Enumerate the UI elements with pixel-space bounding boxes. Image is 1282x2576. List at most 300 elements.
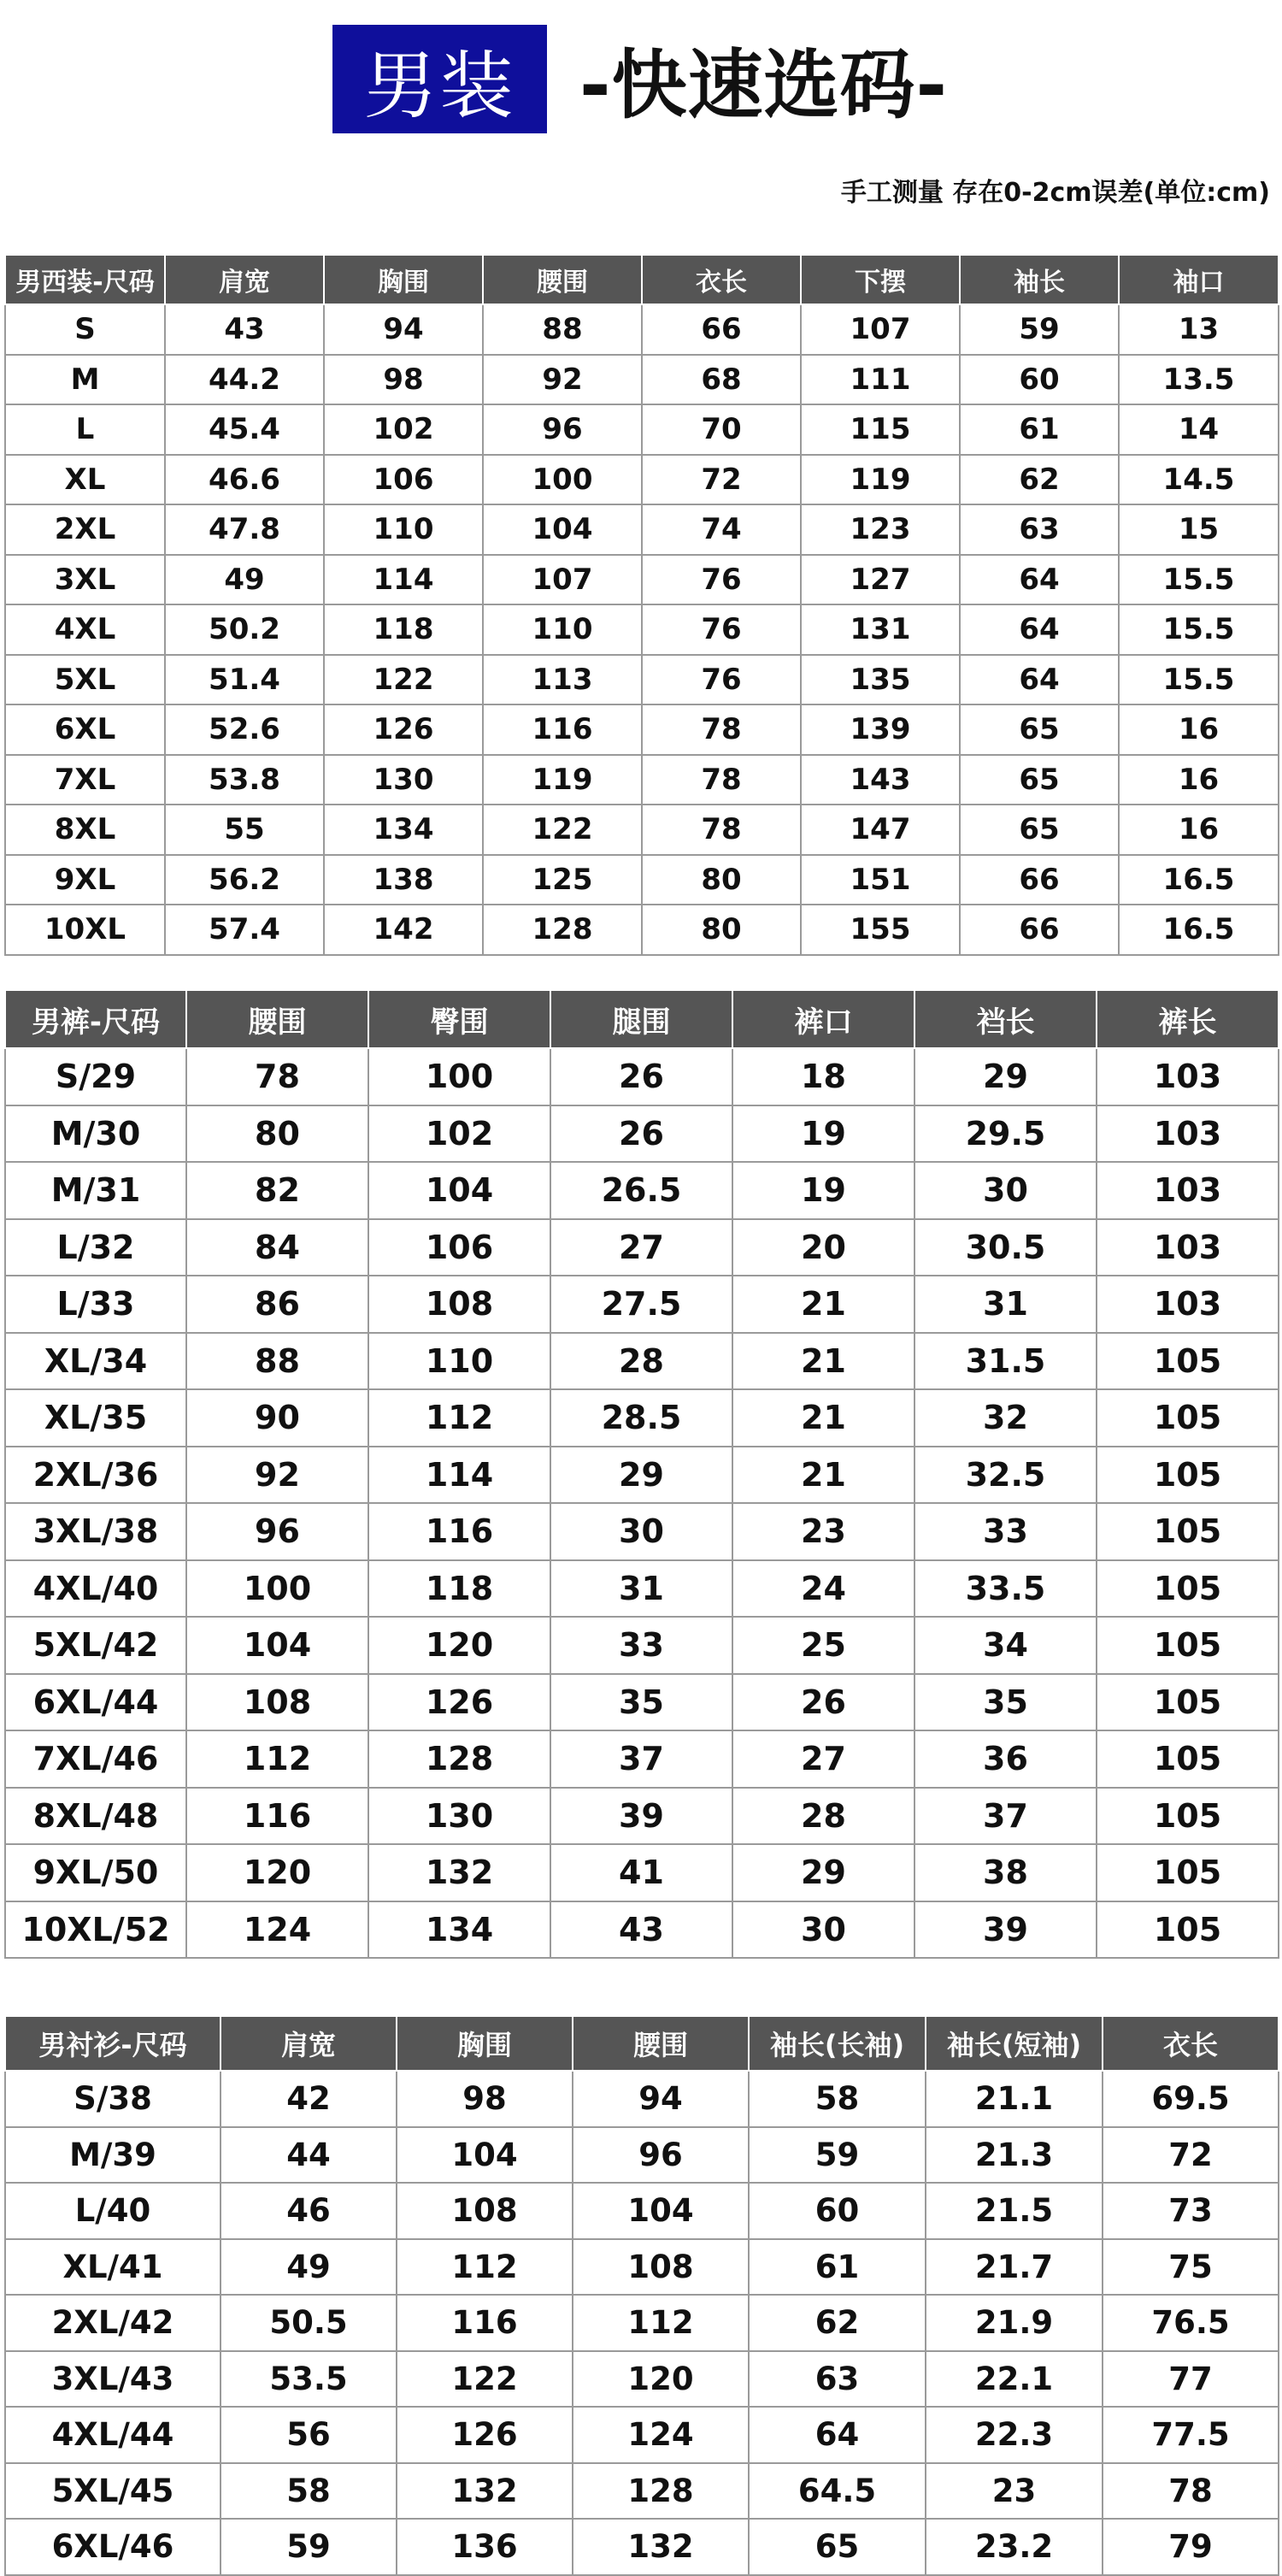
measurement-cell: 98 bbox=[324, 355, 483, 405]
measurement-cell: 126 bbox=[324, 704, 483, 755]
measurement-cell: 59 bbox=[749, 2127, 926, 2184]
measurement-cell: 107 bbox=[801, 304, 960, 355]
table-row bbox=[5, 755, 1279, 805]
measurement-cell: 33 bbox=[914, 1503, 1097, 1560]
measurement-cell: 65 bbox=[960, 755, 1119, 805]
measurement-cell: 15.5 bbox=[1119, 555, 1279, 605]
table-row bbox=[5, 604, 1279, 655]
measurement-cell: 55 bbox=[165, 805, 324, 855]
measurement-cell: 32 bbox=[914, 1389, 1097, 1447]
measurement-cell: 105 bbox=[1097, 1844, 1279, 1901]
table-row bbox=[5, 2127, 1279, 2184]
measurement-cell: 116 bbox=[186, 1788, 368, 1845]
column-header: 腿围 bbox=[550, 990, 732, 1048]
measurement-cell: 92 bbox=[483, 355, 642, 405]
size-cell: L/32 bbox=[5, 1219, 186, 1276]
measurement-cell: 16 bbox=[1119, 755, 1279, 805]
measurement-cell: 37 bbox=[550, 1730, 732, 1788]
measurement-cell: 100 bbox=[186, 1560, 368, 1618]
measurement-cell: 127 bbox=[801, 555, 960, 605]
table-row bbox=[5, 905, 1279, 955]
size-cell: 3XL/38 bbox=[5, 1503, 186, 1560]
measurement-cell: 116 bbox=[397, 2295, 573, 2351]
measurement-cell: 77.5 bbox=[1103, 2407, 1279, 2463]
measurement-cell: 23 bbox=[732, 1503, 914, 1560]
column-header: 衣长 bbox=[1103, 2016, 1279, 2071]
measurement-cell: 106 bbox=[368, 1219, 550, 1276]
measurement-cell: 60 bbox=[749, 2183, 926, 2239]
size-cell: M/31 bbox=[5, 1162, 186, 1219]
measurement-cell: 30 bbox=[550, 1503, 732, 1560]
size-cell: XL/34 bbox=[5, 1333, 186, 1390]
measurement-cell: 103 bbox=[1097, 1219, 1279, 1276]
table-row bbox=[5, 655, 1279, 705]
table-row bbox=[5, 1162, 1279, 1219]
measurement-cell: 66 bbox=[642, 304, 801, 355]
column-header: 裤长 bbox=[1097, 990, 1279, 1048]
measurement-cell: 60 bbox=[960, 355, 1119, 405]
table-row bbox=[5, 2407, 1279, 2463]
page-header bbox=[0, 25, 1282, 133]
measurement-cell: 80 bbox=[642, 905, 801, 955]
table-row bbox=[5, 404, 1279, 455]
table-row bbox=[5, 355, 1279, 405]
size-cell: 3XL/43 bbox=[5, 2351, 221, 2408]
measurement-cell: 15.5 bbox=[1119, 655, 1279, 705]
size-cell: 9XL bbox=[5, 855, 165, 905]
measurement-cell: 24 bbox=[732, 1560, 914, 1618]
measurement-cell: 44.2 bbox=[165, 355, 324, 405]
measurement-cell: 122 bbox=[397, 2351, 573, 2408]
measurement-cell: 116 bbox=[368, 1503, 550, 1560]
measurement-cell: 56.2 bbox=[165, 855, 324, 905]
measurement-cell: 46.6 bbox=[165, 455, 324, 505]
measurement-cell: 15 bbox=[1119, 504, 1279, 555]
measurement-cell: 108 bbox=[397, 2183, 573, 2239]
measurement-cell: 14.5 bbox=[1119, 455, 1279, 505]
measurement-cell: 134 bbox=[368, 1901, 550, 1959]
measurement-cell: 131 bbox=[801, 604, 960, 655]
measurement-cell: 130 bbox=[368, 1788, 550, 1845]
measurement-cell: 53.5 bbox=[221, 2351, 397, 2408]
measurement-cell: 63 bbox=[960, 504, 1119, 555]
measurement-cell: 110 bbox=[483, 604, 642, 655]
measurement-cell: 14 bbox=[1119, 404, 1279, 455]
shirt-size-table bbox=[4, 2015, 1279, 2576]
size-cell: 6XL bbox=[5, 704, 165, 755]
measurement-cell: 128 bbox=[573, 2463, 749, 2520]
size-cell: 6XL/44 bbox=[5, 1674, 186, 1731]
measurement-cell: 31.5 bbox=[914, 1333, 1097, 1390]
measurement-cell: 59 bbox=[221, 2519, 397, 2575]
column-header: 裆长 bbox=[914, 990, 1097, 1048]
size-cell: M/39 bbox=[5, 2127, 221, 2184]
column-header: 腰围 bbox=[483, 255, 642, 304]
measurement-cell: 100 bbox=[368, 1048, 550, 1105]
measurement-cell: 50.2 bbox=[165, 604, 324, 655]
measurement-cell: 26 bbox=[550, 1048, 732, 1105]
measurement-cell: 80 bbox=[186, 1105, 368, 1163]
measurement-cell: 26.5 bbox=[550, 1162, 732, 1219]
measurement-cell: 124 bbox=[186, 1901, 368, 1959]
measurement-cell: 112 bbox=[573, 2295, 749, 2351]
table-row bbox=[5, 1674, 1279, 1731]
table-row bbox=[5, 1048, 1279, 1105]
measurement-cell: 15.5 bbox=[1119, 604, 1279, 655]
measurement-cell: 25 bbox=[732, 1617, 914, 1674]
column-header: 肩宽 bbox=[165, 255, 324, 304]
measurement-cell: 13.5 bbox=[1119, 355, 1279, 405]
measurement-cell: 103 bbox=[1097, 1162, 1279, 1219]
measurement-note: 手工测量 存在0-2cm误差(单位:cm) bbox=[840, 178, 1270, 208]
column-header: 裤口 bbox=[732, 990, 914, 1048]
measurement-cell: 62 bbox=[960, 455, 1119, 505]
column-header: 臀围 bbox=[368, 990, 550, 1048]
size-cell: 4XL bbox=[5, 604, 165, 655]
measurement-cell: 64 bbox=[960, 604, 1119, 655]
measurement-cell: 102 bbox=[368, 1105, 550, 1163]
column-header: 袖口 bbox=[1119, 255, 1279, 304]
measurement-cell: 118 bbox=[368, 1560, 550, 1618]
suit-size-table bbox=[4, 254, 1279, 956]
measurement-cell: 46 bbox=[221, 2183, 397, 2239]
measurement-cell: 28 bbox=[550, 1333, 732, 1390]
measurement-cell: 82 bbox=[186, 1162, 368, 1219]
measurement-cell: 72 bbox=[1103, 2127, 1279, 2184]
measurement-cell: 28.5 bbox=[550, 1389, 732, 1447]
measurement-cell: 125 bbox=[483, 855, 642, 905]
measurement-cell: 116 bbox=[483, 704, 642, 755]
measurement-cell: 64.5 bbox=[749, 2463, 926, 2520]
measurement-cell: 65 bbox=[960, 704, 1119, 755]
table-row bbox=[5, 1219, 1279, 1276]
size-cell: 10XL/52 bbox=[5, 1901, 186, 1959]
measurement-cell: 51.4 bbox=[165, 655, 324, 705]
table-row bbox=[5, 2519, 1279, 2575]
measurement-cell: 105 bbox=[1097, 1730, 1279, 1788]
measurement-cell: 75 bbox=[1103, 2239, 1279, 2296]
size-cell: S/38 bbox=[5, 2071, 221, 2127]
measurement-cell: 94 bbox=[573, 2071, 749, 2127]
measurement-cell: 69.5 bbox=[1103, 2071, 1279, 2127]
size-cell: 4XL/44 bbox=[5, 2407, 221, 2463]
measurement-cell: 68 bbox=[642, 355, 801, 405]
measurement-cell: 13 bbox=[1119, 304, 1279, 355]
table-row bbox=[5, 1105, 1279, 1163]
measurement-cell: 119 bbox=[483, 755, 642, 805]
measurement-cell: 98 bbox=[397, 2071, 573, 2127]
measurement-cell: 43 bbox=[165, 304, 324, 355]
measurement-cell: 134 bbox=[324, 805, 483, 855]
measurement-cell: 31 bbox=[550, 1560, 732, 1618]
size-cell: 2XL/36 bbox=[5, 1447, 186, 1504]
measurement-cell: 128 bbox=[368, 1730, 550, 1788]
measurement-cell: 120 bbox=[573, 2351, 749, 2408]
measurement-cell: 34 bbox=[914, 1617, 1097, 1674]
measurement-cell: 42 bbox=[221, 2071, 397, 2127]
measurement-cell: 136 bbox=[397, 2519, 573, 2575]
measurement-cell: 26 bbox=[732, 1674, 914, 1731]
measurement-cell: 84 bbox=[186, 1219, 368, 1276]
measurement-cell: 108 bbox=[186, 1674, 368, 1731]
measurement-cell: 103 bbox=[1097, 1105, 1279, 1163]
size-cell: 5XL/45 bbox=[5, 2463, 221, 2520]
measurement-cell: 88 bbox=[483, 304, 642, 355]
measurement-cell: 73 bbox=[1103, 2183, 1279, 2239]
table-row bbox=[5, 855, 1279, 905]
measurement-cell: 32.5 bbox=[914, 1447, 1097, 1504]
column-header: 男裤-尺码 bbox=[5, 990, 186, 1048]
measurement-cell: 105 bbox=[1097, 1788, 1279, 1845]
measurement-cell: 19 bbox=[732, 1105, 914, 1163]
table-row bbox=[5, 1730, 1279, 1788]
table-row bbox=[5, 2239, 1279, 2296]
measurement-cell: 21.9 bbox=[926, 2295, 1103, 2351]
measurement-cell: 30 bbox=[914, 1162, 1097, 1219]
measurement-cell: 64 bbox=[960, 655, 1119, 705]
table-row bbox=[5, 1788, 1279, 1845]
measurement-cell: 124 bbox=[573, 2407, 749, 2463]
measurement-cell: 66 bbox=[960, 905, 1119, 955]
column-header: 袖长(长袖) bbox=[749, 2016, 926, 2071]
measurement-cell: 76 bbox=[642, 655, 801, 705]
measurement-cell: 78 bbox=[642, 805, 801, 855]
measurement-cell: 108 bbox=[573, 2239, 749, 2296]
measurement-cell: 70 bbox=[642, 404, 801, 455]
measurement-cell: 19 bbox=[732, 1162, 914, 1219]
measurement-cell: 112 bbox=[368, 1389, 550, 1447]
measurement-cell: 61 bbox=[749, 2239, 926, 2296]
measurement-cell: 21 bbox=[732, 1276, 914, 1333]
size-cell: 3XL bbox=[5, 555, 165, 605]
measurement-cell: 110 bbox=[324, 504, 483, 555]
measurement-cell: 21 bbox=[732, 1447, 914, 1504]
measurement-cell: 112 bbox=[186, 1730, 368, 1788]
measurement-cell: 119 bbox=[801, 455, 960, 505]
measurement-cell: 66 bbox=[960, 855, 1119, 905]
measurement-cell: 135 bbox=[801, 655, 960, 705]
table-row bbox=[5, 2071, 1279, 2127]
measurement-cell: 78 bbox=[642, 704, 801, 755]
measurement-cell: 100 bbox=[483, 455, 642, 505]
measurement-cell: 105 bbox=[1097, 1389, 1279, 1447]
measurement-cell: 76 bbox=[642, 555, 801, 605]
measurement-cell: 21.7 bbox=[926, 2239, 1103, 2296]
measurement-cell: 22.1 bbox=[926, 2351, 1103, 2408]
measurement-cell: 49 bbox=[221, 2239, 397, 2296]
measurement-cell: 61 bbox=[960, 404, 1119, 455]
measurement-cell: 35 bbox=[914, 1674, 1097, 1731]
measurement-cell: 35 bbox=[550, 1674, 732, 1731]
measurement-cell: 33.5 bbox=[914, 1560, 1097, 1618]
measurement-cell: 22.3 bbox=[926, 2407, 1103, 2463]
measurement-cell: 16.5 bbox=[1119, 905, 1279, 955]
measurement-cell: 18 bbox=[732, 1048, 914, 1105]
measurement-cell: 118 bbox=[324, 604, 483, 655]
measurement-cell: 21.5 bbox=[926, 2183, 1103, 2239]
column-header: 腰围 bbox=[573, 2016, 749, 2071]
size-cell: 7XL bbox=[5, 755, 165, 805]
measurement-cell: 39 bbox=[914, 1901, 1097, 1959]
size-cell: 4XL/40 bbox=[5, 1560, 186, 1618]
size-cell: 9XL/50 bbox=[5, 1844, 186, 1901]
table-row bbox=[5, 555, 1279, 605]
measurement-cell: 126 bbox=[368, 1674, 550, 1731]
measurement-cell: 90 bbox=[186, 1389, 368, 1447]
table-row bbox=[5, 1503, 1279, 1560]
measurement-cell: 31 bbox=[914, 1276, 1097, 1333]
page-title: -快速选码- bbox=[579, 40, 949, 129]
measurement-cell: 114 bbox=[368, 1447, 550, 1504]
measurement-cell: 62 bbox=[749, 2295, 926, 2351]
measurement-cell: 155 bbox=[801, 905, 960, 955]
measurement-cell: 23.2 bbox=[926, 2519, 1103, 2575]
measurement-cell: 16 bbox=[1119, 805, 1279, 855]
measurement-cell: 33 bbox=[550, 1617, 732, 1674]
measurement-cell: 78 bbox=[186, 1048, 368, 1105]
size-cell: 5XL/42 bbox=[5, 1617, 186, 1674]
measurement-cell: 120 bbox=[368, 1617, 550, 1674]
measurement-cell: 77 bbox=[1103, 2351, 1279, 2408]
size-cell: 6XL/46 bbox=[5, 2519, 221, 2575]
measurement-cell: 50.5 bbox=[221, 2295, 397, 2351]
column-header: 男西装-尺码 bbox=[5, 255, 165, 304]
measurement-cell: 105 bbox=[1097, 1333, 1279, 1390]
measurement-cell: 128 bbox=[483, 905, 642, 955]
measurement-cell: 38 bbox=[914, 1844, 1097, 1901]
column-header: 衣长 bbox=[642, 255, 801, 304]
table-row bbox=[5, 2295, 1279, 2351]
table-row bbox=[5, 1276, 1279, 1333]
measurement-cell: 147 bbox=[801, 805, 960, 855]
column-header: 男衬衫-尺码 bbox=[5, 2016, 221, 2071]
measurement-cell: 108 bbox=[368, 1276, 550, 1333]
measurement-cell: 56 bbox=[221, 2407, 397, 2463]
column-header: 腰围 bbox=[186, 990, 368, 1048]
measurement-cell: 49 bbox=[165, 555, 324, 605]
size-cell: 10XL bbox=[5, 905, 165, 955]
measurement-cell: 96 bbox=[186, 1503, 368, 1560]
measurement-cell: 16.5 bbox=[1119, 855, 1279, 905]
pants-size-table bbox=[4, 989, 1279, 1959]
measurement-cell: 44 bbox=[221, 2127, 397, 2184]
measurement-cell: 105 bbox=[1097, 1617, 1279, 1674]
measurement-cell: 105 bbox=[1097, 1674, 1279, 1731]
measurement-cell: 106 bbox=[324, 455, 483, 505]
size-cell: 7XL/46 bbox=[5, 1730, 186, 1788]
measurement-cell: 57.4 bbox=[165, 905, 324, 955]
measurement-cell: 96 bbox=[483, 404, 642, 455]
measurement-cell: 104 bbox=[186, 1617, 368, 1674]
measurement-cell: 64 bbox=[749, 2407, 926, 2463]
measurement-cell: 63 bbox=[749, 2351, 926, 2408]
measurement-cell: 43 bbox=[550, 1901, 732, 1959]
measurement-cell: 104 bbox=[573, 2183, 749, 2239]
measurement-cell: 105 bbox=[1097, 1503, 1279, 1560]
measurement-cell: 16 bbox=[1119, 704, 1279, 755]
size-cell: M/30 bbox=[5, 1105, 186, 1163]
measurement-cell: 23 bbox=[926, 2463, 1103, 2520]
size-cell: XL bbox=[5, 455, 165, 505]
size-cell: 2XL bbox=[5, 504, 165, 555]
measurement-cell: 103 bbox=[1097, 1048, 1279, 1105]
measurement-cell: 130 bbox=[324, 755, 483, 805]
measurement-cell: 104 bbox=[397, 2127, 573, 2184]
measurement-cell: 94 bbox=[324, 304, 483, 355]
measurement-cell: 65 bbox=[960, 805, 1119, 855]
measurement-cell: 29 bbox=[550, 1447, 732, 1504]
measurement-cell: 76.5 bbox=[1103, 2295, 1279, 2351]
table-row bbox=[5, 2183, 1279, 2239]
measurement-cell: 58 bbox=[221, 2463, 397, 2520]
measurement-cell: 58 bbox=[749, 2071, 926, 2127]
table-row bbox=[5, 2351, 1279, 2408]
measurement-cell: 80 bbox=[642, 855, 801, 905]
size-cell: XL/41 bbox=[5, 2239, 221, 2296]
measurement-cell: 78 bbox=[642, 755, 801, 805]
measurement-cell: 39 bbox=[550, 1788, 732, 1845]
measurement-cell: 103 bbox=[1097, 1276, 1279, 1333]
measurement-cell: 30 bbox=[732, 1901, 914, 1959]
measurement-cell: 27.5 bbox=[550, 1276, 732, 1333]
measurement-cell: 132 bbox=[397, 2463, 573, 2520]
measurement-cell: 21 bbox=[732, 1333, 914, 1390]
size-cell: L bbox=[5, 404, 165, 455]
measurement-cell: 64 bbox=[960, 555, 1119, 605]
measurement-cell: 107 bbox=[483, 555, 642, 605]
table-row bbox=[5, 304, 1279, 355]
measurement-cell: 132 bbox=[573, 2519, 749, 2575]
measurement-cell: 21.1 bbox=[926, 2071, 1103, 2127]
measurement-cell: 47.8 bbox=[165, 504, 324, 555]
measurement-cell: 122 bbox=[324, 655, 483, 705]
measurement-cell: 41 bbox=[550, 1844, 732, 1901]
measurement-cell: 26 bbox=[550, 1105, 732, 1163]
measurement-cell: 113 bbox=[483, 655, 642, 705]
measurement-cell: 104 bbox=[368, 1162, 550, 1219]
measurement-cell: 72 bbox=[642, 455, 801, 505]
measurement-cell: 123 bbox=[801, 504, 960, 555]
column-header: 袖长 bbox=[960, 255, 1119, 304]
size-cell: XL/35 bbox=[5, 1389, 186, 1447]
measurement-cell: 59 bbox=[960, 304, 1119, 355]
table-row bbox=[5, 2463, 1279, 2520]
header-row bbox=[5, 255, 1279, 304]
measurement-cell: 30.5 bbox=[914, 1219, 1097, 1276]
measurement-cell: 29 bbox=[914, 1048, 1097, 1105]
table-row bbox=[5, 1447, 1279, 1504]
measurement-cell: 21.3 bbox=[926, 2127, 1103, 2184]
table-row bbox=[5, 1333, 1279, 1390]
measurement-cell: 114 bbox=[324, 555, 483, 605]
table-row bbox=[5, 1901, 1279, 1959]
size-cell: S bbox=[5, 304, 165, 355]
measurement-cell: 112 bbox=[397, 2239, 573, 2296]
table-row bbox=[5, 1844, 1279, 1901]
size-cell: 8XL/48 bbox=[5, 1788, 186, 1845]
size-cell: 2XL/42 bbox=[5, 2295, 221, 2351]
column-header: 下摆 bbox=[801, 255, 960, 304]
measurement-cell: 143 bbox=[801, 755, 960, 805]
measurement-cell: 105 bbox=[1097, 1447, 1279, 1504]
table-row bbox=[5, 1389, 1279, 1447]
measurement-cell: 142 bbox=[324, 905, 483, 955]
size-cell: M bbox=[5, 355, 165, 405]
table-row bbox=[5, 504, 1279, 555]
measurement-cell: 110 bbox=[368, 1333, 550, 1390]
table-row bbox=[5, 704, 1279, 755]
measurement-cell: 86 bbox=[186, 1276, 368, 1333]
